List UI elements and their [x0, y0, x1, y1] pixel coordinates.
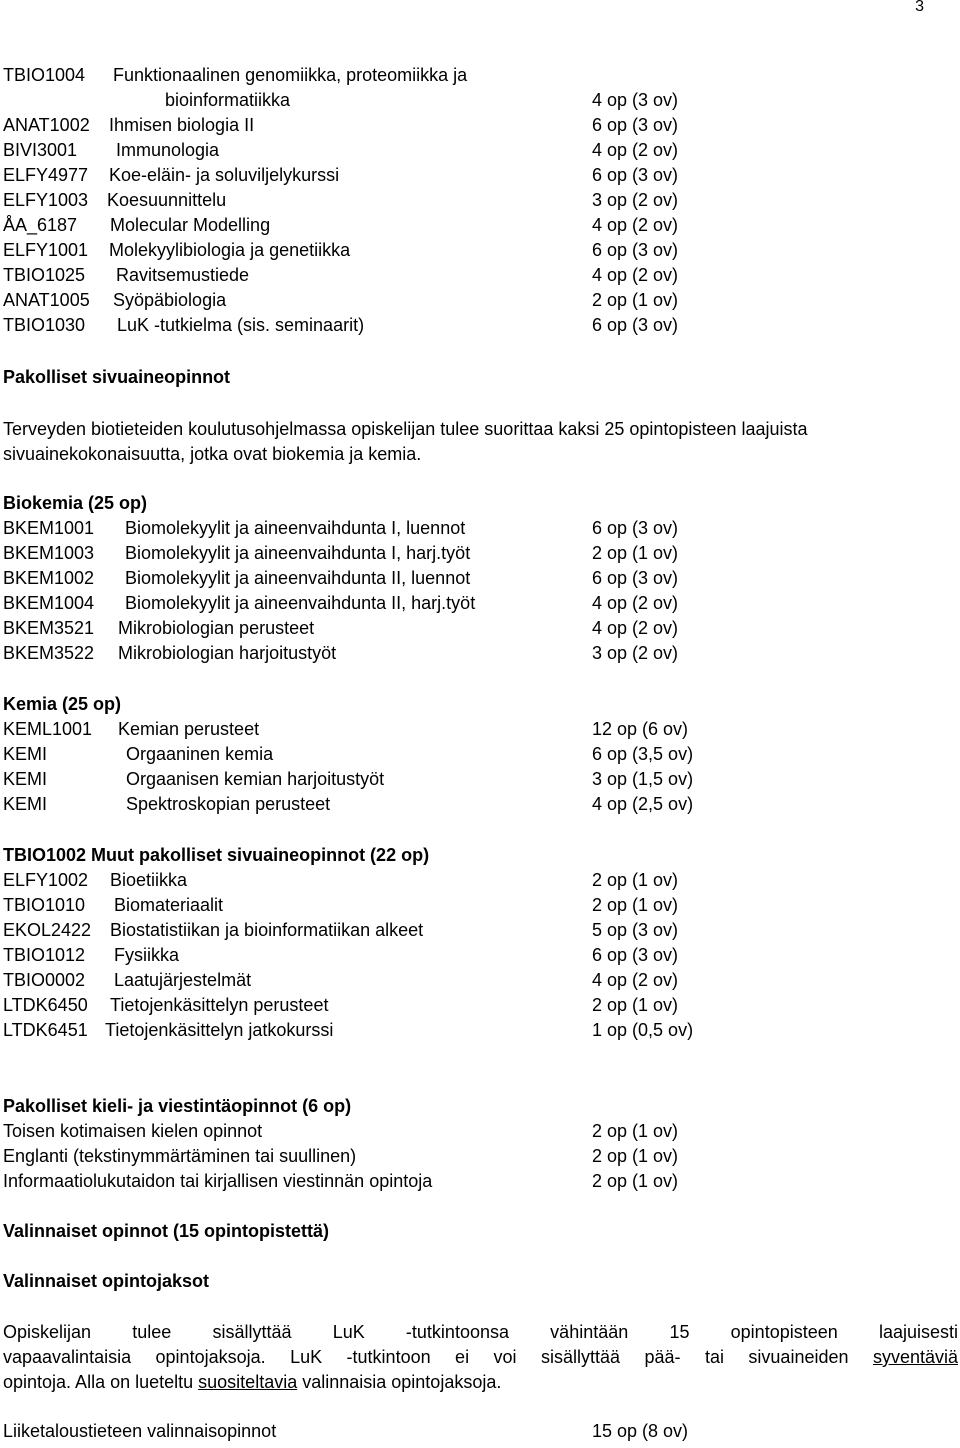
- course-name: Informaatiolukutaidon tai kirjallisen viestinnän opintoja: [3, 1171, 433, 1191]
- course-name: Kemian perusteet: [118, 719, 260, 739]
- page-number: 3: [915, 0, 924, 15]
- kemia-heading: Kemia (25 op): [3, 694, 122, 714]
- course-name: Biomolekyylit ja aineenvaihdunta I, harj.työt: [125, 543, 471, 563]
- course-code: TBIO1012: [3, 945, 86, 965]
- valinnaiset-para-line-2: [3, 1345, 958, 1370]
- course-code: ÅA_6187: [3, 215, 78, 235]
- course-name: Biomateriaalit: [114, 895, 224, 915]
- course-credits: 4 op (2 ov): [592, 140, 679, 160]
- course-credits: 4 op (2 ov): [592, 593, 679, 613]
- course-credits: 6 op (3 ov): [592, 240, 679, 260]
- course-name: Koe-eläin- ja soluviljelykurssi: [109, 165, 340, 185]
- course-code: KEMI: [3, 744, 48, 764]
- course-name: Biostatistiikan ja bioinformatiikan alkeet: [110, 920, 424, 940]
- course-code: KEMI: [3, 794, 48, 814]
- course-credits: 5 op (3 ov): [592, 920, 679, 940]
- course-name: Immunologia: [116, 140, 220, 160]
- course-name: Mikrobiologian harjoitustyöt: [118, 643, 337, 663]
- course-code: EKOL2422: [3, 920, 92, 940]
- muut-heading: TBIO1002 Muut pakolliset sivuaineopinnot (22 op): [3, 845, 430, 865]
- course-code: ELFY1001: [3, 240, 89, 260]
- course-code: BKEM1003: [3, 543, 95, 563]
- course-name: Koesuunnittelu: [107, 190, 227, 210]
- course-credits: 1 op (0,5 ov): [592, 1020, 694, 1040]
- course-credits: 2 op (1 ov): [592, 1146, 679, 1166]
- kieli-heading: Pakolliset kieli- ja viestintäopinnot (6 op): [3, 1096, 352, 1116]
- course-credits: 6 op (3 ov): [592, 518, 679, 538]
- course-name: Biomolekyylit ja aineenvaihdunta I, luennot: [125, 518, 466, 538]
- course-name: Ihmisen biologia II: [109, 115, 255, 135]
- biokemia-heading: Biokemia (25 op): [3, 493, 148, 513]
- course-name: Liiketaloustieteen valinnaisopinnot: [3, 1421, 277, 1441]
- course-code: BKEM1004: [3, 593, 95, 613]
- course-name: Tietojenkäsittelyn jatkokurssi: [105, 1020, 334, 1040]
- course-code: ANAT1002: [3, 115, 90, 135]
- course-credits: 6 op (3 ov): [592, 165, 679, 185]
- course-credits: 4 op (3 ov): [592, 90, 679, 110]
- course-name: Orgaanisen kemian harjoitustyöt: [126, 769, 385, 789]
- course-credits: 3 op (2 ov): [592, 643, 679, 663]
- course-name: bioinformatiikka: [165, 90, 291, 110]
- course-name: Englanti (tekstinymmärtäminen tai suullinen): [3, 1146, 357, 1166]
- course-credits: 2 op (1 ov): [592, 543, 679, 563]
- minor-intro: Terveyden biotieteiden koulutusohjelmassa opiskelijan tulee suorittaa kaksi 25 opintopisteen laajuista sivuainekokonaisuutta, jotka ovat biokemia ja kemia.: [3, 419, 808, 464]
- course-credits: 2 op (1 ov): [592, 870, 679, 890]
- course-credits: 2 op (1 ov): [592, 1171, 679, 1191]
- course-name: Orgaaninen kemia: [126, 744, 274, 764]
- para-line-3-end: valinnaisia opintojaksoja.: [297, 1372, 502, 1392]
- course-code: BKEM3521: [3, 618, 95, 638]
- para-line-3-text: opintoja. Alla on lueteltu: [3, 1372, 199, 1392]
- course-name: Toisen kotimaisen kielen opinnot: [3, 1121, 263, 1141]
- course-code: LTDK6450: [3, 995, 88, 1015]
- valinnaiset-heading: Valinnaiset opinnot (15 opintopistettä): [3, 1221, 330, 1241]
- valinnaiset-subheading: Valinnaiset opintojaksot: [3, 1271, 210, 1291]
- valinnaiset-para-line-1: Opiskelijan tulee sisällyttää LuK -tutkintoonsa vähintään 15 opintopisteen laajuisesti: [3, 1322, 958, 1342]
- valinnaiset-para-line-3: [3, 1370, 958, 1395]
- course-credits: 6 op (3 ov): [592, 315, 679, 335]
- course-credits: 4 op (2 ov): [592, 265, 679, 285]
- course-code: ELFY4977: [3, 165, 89, 185]
- course-code: ELFY1002: [3, 870, 89, 890]
- course-credits: 6 op (3 ov): [592, 568, 679, 588]
- course-credits: 12 op (6 ov): [592, 719, 689, 739]
- course-credits: 2 op (1 ov): [592, 895, 679, 915]
- course-credits: 15 op (8 ov): [592, 1421, 689, 1441]
- course-credits: 3 op (2 ov): [592, 190, 679, 210]
- para-line-2-text: vapaavalintaisia opintojaksoja. LuK -tutkintoon ei voi sisällyttää pää- tai sivuaineiden: [3, 1347, 873, 1367]
- course-name: Fysiikka: [114, 945, 180, 965]
- course-credits: 2 op (1 ov): [592, 1121, 679, 1141]
- course-code: TBIO1025: [3, 265, 86, 285]
- course-code: TBIO1010: [3, 895, 86, 915]
- course-name: Laatujärjestelmät: [114, 970, 252, 990]
- course-code: BKEM3522: [3, 643, 95, 663]
- course-credits: 4 op (2,5 ov): [592, 794, 694, 814]
- course-name: Molekyylibiologia ja genetiikka: [109, 240, 351, 260]
- course-code: BKEM1002: [3, 568, 95, 588]
- course-credits: 2 op (1 ov): [592, 290, 679, 310]
- course-credits: 6 op (3 ov): [592, 945, 679, 965]
- course-name: Tietojenkäsittelyn perusteet: [110, 995, 329, 1015]
- course-code: BIVI3001: [3, 140, 78, 160]
- course-code: BKEM1001: [3, 518, 95, 538]
- course-code: LTDK6451: [3, 1020, 88, 1040]
- course-credits: 4 op (2 ov): [592, 215, 679, 235]
- course-credits: 4 op (2 ov): [592, 970, 679, 990]
- minor-heading: Pakolliset sivuaineopinnot: [3, 367, 231, 387]
- course-code: TBIO1030: [3, 315, 86, 335]
- course-name: Bioetiikka: [110, 870, 188, 890]
- course-code: TBIO0002: [3, 970, 86, 990]
- course-credits: 6 op (3,5 ov): [592, 744, 694, 764]
- course-credits: 6 op (3 ov): [592, 115, 679, 135]
- course-code: TBIO1004: [3, 65, 86, 85]
- course-name: Biomolekyylit ja aineenvaihdunta II, harj.työt: [125, 593, 476, 613]
- course-code: ANAT1005: [3, 290, 90, 310]
- course-name: Biomolekyylit ja aineenvaihdunta II, luennot: [125, 568, 471, 588]
- course-name: Spektroskopian perusteet: [126, 794, 331, 814]
- course-name: Molecular Modelling: [110, 215, 271, 235]
- course-code: KEML1001: [3, 719, 93, 739]
- course-credits: 4 op (2 ov): [592, 618, 679, 638]
- course-credits: 3 op (1,5 ov): [592, 769, 694, 789]
- course-credits: 2 op (1 ov): [592, 995, 679, 1015]
- course-code: ELFY1003: [3, 190, 89, 210]
- syventavia-link: syventäviä: [872, 1347, 958, 1367]
- course-name: Ravitsemustiede: [116, 265, 250, 285]
- course-name: LuK -tutkielma (sis. seminaarit): [117, 315, 365, 335]
- course-code: KEMI: [3, 769, 48, 789]
- suositeltavia-link: suositeltavia: [198, 1372, 298, 1392]
- course-name: Mikrobiologian perusteet: [118, 618, 315, 638]
- course-name: Funktionaalinen genomiikka, proteomiikka ja: [113, 65, 468, 85]
- course-name: Syöpäbiologia: [113, 290, 227, 310]
